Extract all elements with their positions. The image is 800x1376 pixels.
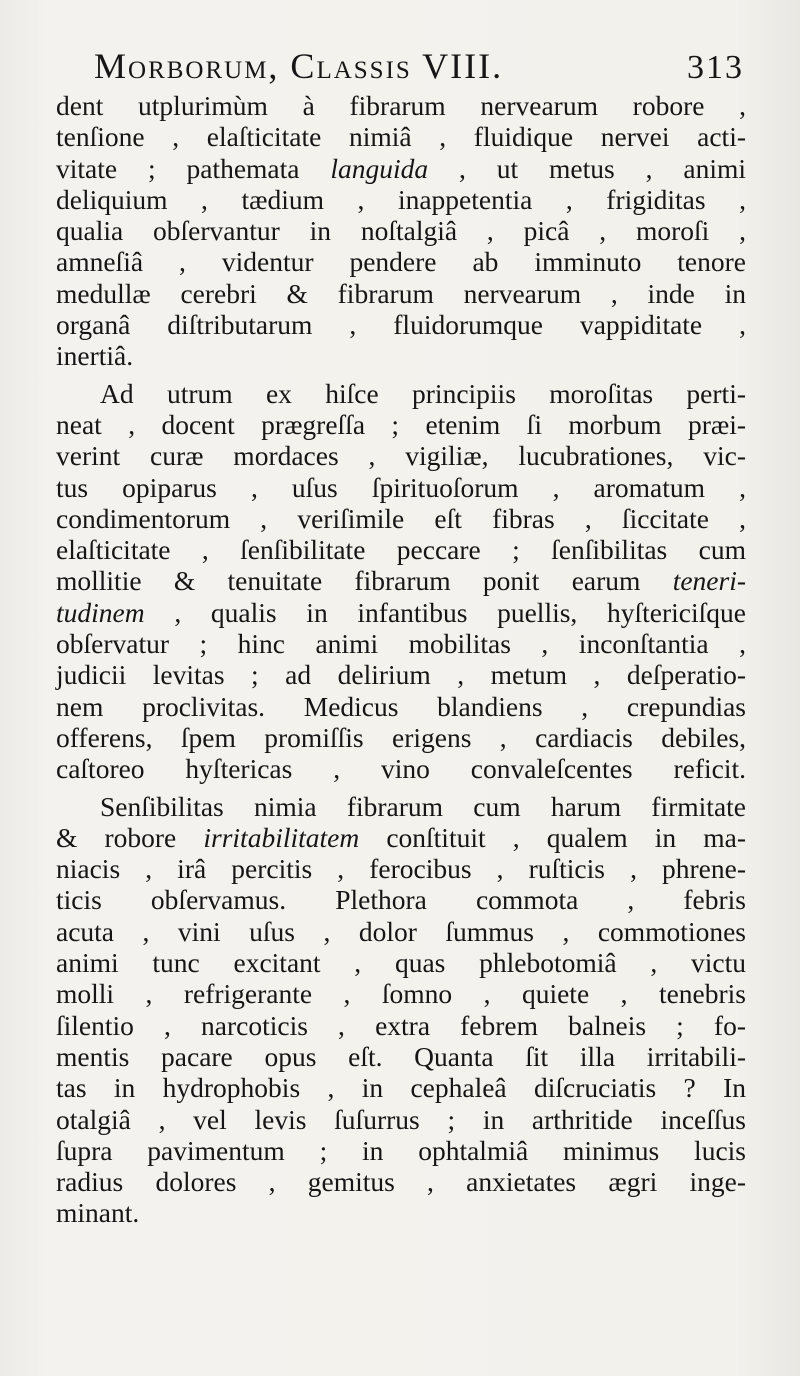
- text-line: [56, 340, 746, 371]
- text-line: [56, 947, 746, 978]
- text-line: [56, 597, 746, 628]
- text-line: [56, 1041, 746, 1072]
- text-line: [56, 791, 746, 822]
- text-line: [56, 978, 746, 1009]
- text-line: [56, 153, 746, 184]
- text-run: minant.: [56, 1197, 140, 1229]
- italic-text: tudinem: [56, 596, 145, 628]
- text-line: [56, 853, 746, 884]
- text-line: [56, 1135, 746, 1166]
- text-run: qualia obſervantur in noſtalgiâ , picâ , moroſi ,: [56, 215, 746, 247]
- text-run: ticis obſervamus. Plethora commota , febris: [56, 884, 746, 916]
- text-run: mollitie & tenuitate fibrarum ponit earum: [56, 565, 673, 597]
- text-run: Ad utrum ex hiſce principiis moroſitas perti-: [100, 377, 746, 409]
- text-run: nem proclivitas. Medicus blandiens , crepundias: [56, 690, 746, 722]
- text-line: [56, 184, 746, 215]
- text-run: neat , docent prægreſſa ; etenim ſi morbum præi-: [56, 408, 746, 440]
- text-run: verint curæ mordaces , vigiliæ, lucubrationes, vic-: [56, 440, 746, 472]
- text-run: acuta , vini uſus , dolor ſummus , commotiones: [56, 915, 746, 947]
- text-line: [56, 503, 746, 534]
- text-line: [56, 215, 746, 246]
- text-run: elaſticitate , ſenſibilitate peccare ; ſenſibilitas cum: [56, 534, 746, 566]
- text-run: conſtituit , qualem in ma-: [359, 821, 746, 853]
- text-run: niacis , irâ percitis , ferocibus , ruſticis , phrene-: [56, 853, 746, 885]
- italic-text: irritabilitatem: [203, 821, 360, 853]
- text-run: dent utplurimùm à fibrarum nervearum robore ,: [56, 90, 746, 121]
- page-number: 313: [687, 49, 744, 86]
- text-line: [56, 1072, 746, 1103]
- text-run: ſilentio , narcoticis , extra febrem balneis ; fo-: [56, 1009, 746, 1041]
- text-line: [56, 121, 746, 152]
- text-run: organâ diſtributarum , fluidorumque vappiditate ,: [56, 309, 746, 341]
- text-line: [56, 534, 746, 565]
- text-run: Senſibilitas nimia fibrarum cum harum firmitate: [100, 790, 746, 822]
- text-run: otalgiâ , vel levis ſuſurrus ; in arthritide inceſſus: [56, 1103, 746, 1135]
- text-line: [56, 1166, 746, 1197]
- text-run: , qualis in infantibus puellis, hyſtericiſque: [144, 596, 746, 628]
- text-run: radius dolores , gemitus , anxietates ægri inge-: [56, 1166, 746, 1198]
- text-line: [56, 278, 746, 309]
- text-line: [56, 1197, 746, 1228]
- text-line: [56, 90, 746, 121]
- text-line: [56, 440, 746, 471]
- text-line: [56, 628, 746, 659]
- text-line: [56, 722, 746, 753]
- text-line: [56, 916, 746, 947]
- paragraph: [56, 378, 746, 785]
- italic-text: languida: [330, 152, 429, 184]
- text-line: [56, 691, 746, 722]
- text-run: mentis pacare opus eſt. Quanta ſit illa irritabili-: [56, 1040, 746, 1072]
- text-line: [56, 378, 746, 409]
- text-run: medullæ cerebri & fibrarum nervearum , inde in: [56, 277, 746, 309]
- text-line: [56, 659, 746, 690]
- text-run: tenſione , elaſticitate nimiâ , fluidique nervei acti-: [56, 121, 746, 153]
- body-text: [56, 90, 746, 1229]
- text-line: [56, 822, 746, 853]
- text-run: , ut metus , animi: [428, 152, 746, 184]
- text-run: condimentorum , veriſimile eſt fibras , ſiccitate ,: [56, 502, 746, 534]
- text-run: caſtoreo hyſtericas , vino convaleſcentes reficit.: [56, 753, 746, 785]
- text-line: [56, 1104, 746, 1135]
- text-line: [56, 753, 746, 784]
- paragraph: [56, 90, 746, 372]
- text-line: [56, 565, 746, 596]
- text-run: deliquium , tædium , inappetentia , frigiditas ,: [56, 183, 746, 215]
- text-line: [56, 309, 746, 340]
- text-run: ſupra pavimentum ; in ophtalmiâ minimus lucis: [56, 1134, 746, 1166]
- text-run: judicii levitas ; ad delirium , metum , deſperatio-: [56, 659, 746, 691]
- text-run: molli , refrigerante , ſomno , quiete , tenebris: [56, 978, 746, 1010]
- text-run: & robore: [56, 821, 204, 853]
- text-run: obſervatur ; hinc animi mobilitas , inconſtantia ,: [56, 628, 746, 660]
- text-line: [56, 1010, 746, 1041]
- paragraph: [56, 791, 746, 1229]
- text-line: [56, 246, 746, 277]
- running-header: [94, 42, 744, 92]
- text-line: [56, 472, 746, 503]
- text-run: inertiâ.: [56, 340, 134, 372]
- text-run: animi tunc excitant , quas phlebotomiâ , victu: [56, 947, 746, 979]
- italic-text: teneri-: [672, 565, 746, 597]
- text-run: tus opiparus , uſus ſpirituoſorum , aromatum ,: [56, 471, 746, 503]
- text-run: amneſiâ , videntur pendere ab imminuto tenore: [56, 246, 746, 278]
- text-line: [56, 409, 746, 440]
- text-run: offerens, ſpem promiſſis erigens , cardiacis debiles,: [56, 721, 746, 753]
- text-run: tas in hydrophobis , in cephaleâ diſcruciatis ? In: [56, 1072, 746, 1104]
- running-title: Morborum, Classis VIII.: [94, 46, 504, 86]
- text-run: vitate ; pathemata: [56, 152, 331, 184]
- text-line: [56, 884, 746, 915]
